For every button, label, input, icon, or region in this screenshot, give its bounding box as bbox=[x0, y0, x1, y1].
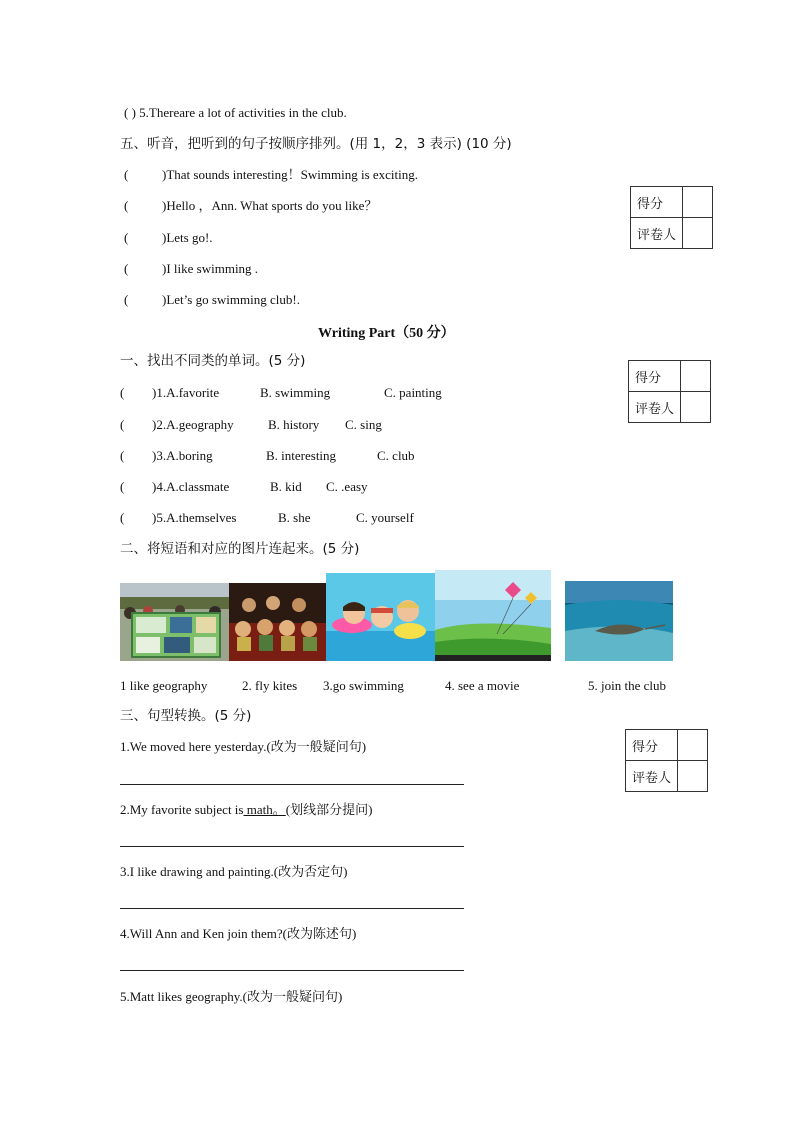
kites-photo bbox=[435, 570, 551, 661]
answer-line[interactable] bbox=[120, 908, 464, 909]
score-label: 得分 bbox=[629, 361, 681, 392]
listening-item: ( )I like swimming . bbox=[124, 261, 259, 276]
score-box bbox=[625, 729, 708, 792]
score-box bbox=[628, 360, 711, 423]
listening-item: ( )Hello ，Ann. What sports do you like？ bbox=[124, 198, 378, 213]
listening-item: ( )Let’s go swimming club!. bbox=[124, 292, 300, 307]
writing-part-title: Writing Part（50 分） bbox=[318, 326, 455, 341]
listening-prev-item: ( ) 5.Thereare a lot of activities in the club. bbox=[124, 105, 347, 120]
sec1-title: 一、找出不同类的单词。(5 分) bbox=[120, 353, 306, 369]
answer-line[interactable] bbox=[120, 846, 464, 847]
score-field[interactable] bbox=[681, 361, 711, 392]
reviewer-label: 评卷人 bbox=[626, 761, 678, 792]
reviewer-label: 评卷人 bbox=[631, 218, 683, 249]
sec1-item: ( )4.A.classmate B. kid C. .easy bbox=[120, 479, 368, 494]
phrase-label: 1 like geography bbox=[120, 678, 208, 693]
reviewer-field[interactable] bbox=[678, 761, 708, 792]
swimming-photo bbox=[326, 573, 435, 661]
stingray-photo bbox=[565, 581, 673, 661]
answer-line[interactable] bbox=[120, 970, 464, 971]
section5-title: 五、听音，把听到的句子按顺序排列。(用 1，2，3 表示) (10 分) bbox=[120, 136, 512, 152]
reviewer-field[interactable] bbox=[683, 218, 713, 249]
transform-question: 1.We moved here yesterday.(改为一般疑问句) bbox=[120, 739, 367, 754]
score-box bbox=[630, 186, 713, 249]
transform-question: 2.My favorite subject is math。(划线部分提问) bbox=[120, 802, 373, 817]
underlined-word: math。 bbox=[243, 802, 286, 817]
score-field[interactable] bbox=[683, 187, 713, 218]
reviewer-label: 评卷人 bbox=[629, 392, 681, 423]
phrase-label: 4. see a movie bbox=[445, 678, 520, 693]
listening-item: ( )That sounds interesting！Swimming is exciting. bbox=[124, 167, 419, 182]
club-photo bbox=[120, 583, 229, 661]
sec2-title: 二、将短语和对应的图片连起来。(5 分) bbox=[120, 541, 360, 557]
transform-question: 5.Matt likes geography.(改为一般疑问句) bbox=[120, 989, 343, 1004]
sec1-item: ( )5.A.themselves B. she C. yourself bbox=[120, 510, 414, 525]
answer-line[interactable] bbox=[120, 784, 464, 785]
sec1-item: ( )1.A.favorite B. swimming C. painting bbox=[120, 385, 442, 400]
phrase-label: 3.go swimming bbox=[323, 678, 404, 693]
listening-item: ( )Lets go!. bbox=[124, 230, 213, 245]
transform-question: 3.I like drawing and painting.(改为否定句) bbox=[120, 864, 348, 879]
transform-question: 4.Will Ann and Ken join them?(改为陈述句) bbox=[120, 926, 357, 941]
sec3-title: 三、句型转换。(5 分) bbox=[120, 708, 252, 724]
score-field[interactable] bbox=[678, 730, 708, 761]
movie-photo bbox=[229, 583, 326, 661]
score-label: 得分 bbox=[631, 187, 683, 218]
sec1-item: ( )3.A.boring B. interesting C. club bbox=[120, 448, 415, 463]
reviewer-field[interactable] bbox=[681, 392, 711, 423]
sec1-item: ( )2.A.geography B. history C. sing bbox=[120, 417, 382, 432]
phrase-label: 5. join the club bbox=[588, 678, 666, 693]
score-label: 得分 bbox=[626, 730, 678, 761]
phrase-label: 2. fly kites bbox=[242, 678, 298, 693]
